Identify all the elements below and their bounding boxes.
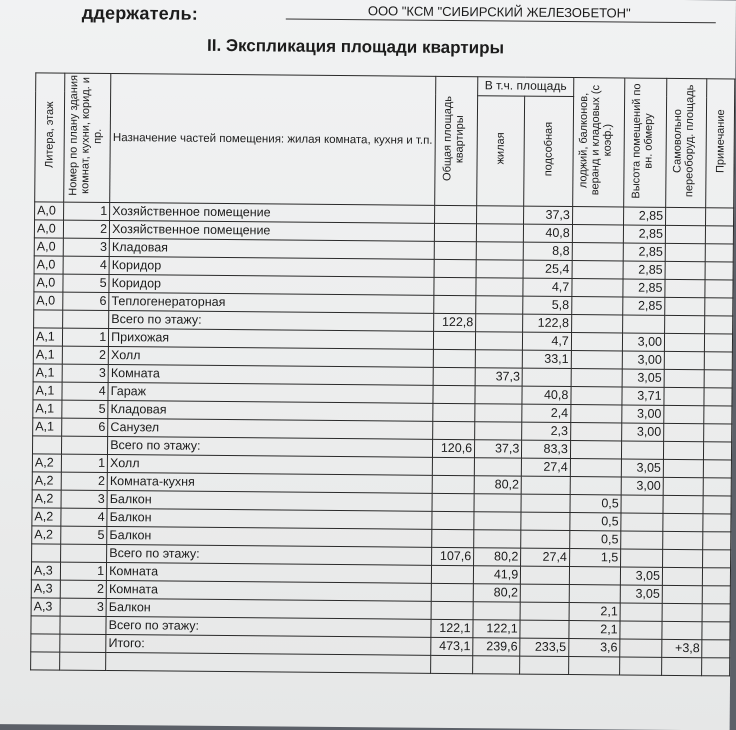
cell-loggia-area bbox=[569, 585, 621, 603]
column-header-loggias: лоджий, балконов, веранд и кладовых (с коэф.) bbox=[572, 78, 625, 207]
cell-total-area bbox=[433, 367, 475, 385]
cell-room-name: Балкон bbox=[107, 508, 432, 529]
cell-note bbox=[704, 460, 732, 478]
cell-room-number: 6 bbox=[63, 292, 109, 310]
cell-litera: А,2 bbox=[32, 454, 61, 472]
cell-litera: А,0 bbox=[34, 220, 63, 238]
cell-auxiliary-area bbox=[520, 584, 569, 602]
cell-living-area bbox=[476, 242, 523, 260]
cell-living-area bbox=[476, 314, 523, 332]
cell-self-built bbox=[665, 279, 706, 297]
cell-note bbox=[703, 532, 731, 550]
cell-note bbox=[705, 316, 733, 334]
cell-loggia-area bbox=[572, 243, 624, 261]
cell-room-number: 4 bbox=[63, 256, 109, 274]
cell-auxiliary-area: 233,5 bbox=[520, 638, 569, 656]
cell-litera bbox=[34, 310, 63, 328]
cell-living-area bbox=[474, 530, 521, 548]
column-header-living: жилая bbox=[477, 96, 525, 207]
cell-self-built bbox=[662, 657, 703, 675]
cell-room-name: Коридор bbox=[109, 274, 434, 295]
cell-living-area bbox=[476, 260, 523, 278]
cell-auxiliary-area bbox=[520, 656, 569, 674]
cell-loggia-area bbox=[571, 315, 623, 333]
cell-room-name: Итого: bbox=[106, 634, 431, 655]
column-header-auxiliary: подсобная bbox=[524, 96, 574, 207]
cell-self-built bbox=[665, 225, 706, 243]
cell-height bbox=[620, 621, 662, 639]
cell-self-built bbox=[664, 351, 705, 369]
cell-loggia-area bbox=[572, 225, 624, 243]
cell-room-number: 1 bbox=[61, 454, 107, 472]
cell-living-area: 80,2 bbox=[474, 548, 521, 566]
cell-note bbox=[705, 280, 733, 298]
cell-auxiliary-area: 2,3 bbox=[522, 422, 571, 440]
cell-auxiliary-area bbox=[520, 620, 569, 638]
cell-total-area bbox=[432, 421, 474, 439]
cell-living-area bbox=[476, 296, 523, 314]
cell-room-name: Кладовая bbox=[109, 239, 434, 260]
cell-litera: А,1 bbox=[33, 382, 62, 400]
cell-room-number: 2 bbox=[62, 346, 108, 364]
cell-self-built bbox=[663, 495, 704, 513]
cell-loggia-area: 3,6 bbox=[569, 639, 621, 657]
cell-litera: А,3 bbox=[31, 580, 60, 598]
cell-room-number bbox=[60, 544, 106, 562]
cell-loggia-area: 0,5 bbox=[569, 531, 621, 549]
cell-total-area bbox=[432, 511, 474, 529]
cell-self-built bbox=[663, 549, 704, 567]
cell-height bbox=[621, 549, 663, 567]
cell-auxiliary-area bbox=[521, 530, 570, 548]
cell-note bbox=[705, 334, 733, 352]
cell-litera: А,2 bbox=[32, 490, 61, 508]
cell-height: 2,85 bbox=[624, 207, 666, 225]
cell-room-number: 5 bbox=[63, 274, 109, 292]
cell-height: 3,00 bbox=[622, 351, 664, 369]
cell-loggia-area: 1,5 bbox=[569, 549, 621, 567]
cell-height: 3,71 bbox=[622, 387, 664, 405]
cell-note bbox=[702, 640, 730, 658]
cell-room-number bbox=[61, 436, 107, 454]
cell-height: 2,85 bbox=[623, 261, 665, 279]
cell-loggia-area bbox=[568, 657, 620, 675]
cell-note bbox=[703, 568, 731, 586]
cell-room-number: 5 bbox=[61, 526, 107, 544]
cell-litera: А,0 bbox=[34, 238, 63, 256]
cell-self-built bbox=[665, 261, 706, 279]
cell-auxiliary-area: 40,8 bbox=[522, 386, 571, 404]
cell-auxiliary-area bbox=[521, 494, 570, 512]
cell-total-area bbox=[432, 493, 474, 511]
document-title: II. Экспликация площади квартиры bbox=[206, 35, 505, 58]
cell-note bbox=[703, 496, 731, 514]
cell-self-built bbox=[665, 243, 706, 261]
cell-self-built bbox=[662, 567, 703, 585]
cell-auxiliary-area: 4,7 bbox=[523, 278, 572, 296]
cell-litera: А,0 bbox=[34, 274, 63, 292]
cell-room-name: Хозяйственное помещение bbox=[110, 203, 435, 224]
cell-room-name: Всего по этажу: bbox=[106, 616, 431, 637]
cell-note bbox=[705, 298, 733, 316]
cell-note bbox=[704, 406, 732, 424]
cell-self-built bbox=[662, 603, 703, 621]
cell-room-name: Коридор bbox=[109, 256, 434, 277]
cell-height bbox=[620, 603, 662, 621]
cell-auxiliary-area: 40,8 bbox=[524, 224, 573, 242]
cell-height bbox=[620, 657, 662, 675]
cell-total-area bbox=[431, 601, 473, 619]
cell-litera: А,2 bbox=[32, 526, 61, 544]
cell-note bbox=[704, 388, 732, 406]
cell-note bbox=[704, 442, 732, 460]
cell-note bbox=[705, 262, 733, 280]
cell-note bbox=[705, 370, 733, 388]
cell-litera: А,0 bbox=[34, 292, 63, 310]
cell-living-area bbox=[475, 422, 522, 440]
column-header-litera: Литера, этаж bbox=[35, 73, 65, 202]
cell-litera bbox=[31, 616, 60, 634]
cell-self-built bbox=[664, 369, 705, 387]
cell-total-area bbox=[434, 223, 476, 241]
cell-loggia-area bbox=[571, 369, 623, 387]
column-header-total-area: Общая площадь квартиры bbox=[434, 76, 477, 205]
cell-room-number: 6 bbox=[62, 418, 108, 436]
cell-self-built bbox=[662, 585, 703, 603]
cell-loggia-area bbox=[570, 459, 622, 477]
cell-self-built bbox=[664, 387, 705, 405]
cell-room-number: 5 bbox=[62, 400, 108, 418]
cell-total-area bbox=[434, 205, 476, 223]
cell-auxiliary-area: 25,4 bbox=[523, 260, 572, 278]
cell-room-name: Холл bbox=[108, 454, 433, 475]
cell-room-name bbox=[106, 652, 431, 673]
cell-total-area: 107,6 bbox=[431, 547, 473, 565]
cell-litera: А,1 bbox=[33, 364, 62, 382]
cell-room-number: 1 bbox=[63, 202, 109, 220]
cell-room-number: 1 bbox=[62, 328, 108, 346]
cell-note bbox=[704, 478, 732, 496]
cell-room-name: Всего по этажу: bbox=[108, 436, 433, 457]
cell-living-area bbox=[474, 494, 521, 512]
cell-living-area bbox=[476, 224, 523, 242]
cell-self-built bbox=[665, 315, 706, 333]
cell-self-built: +3,8 bbox=[662, 639, 703, 657]
cell-room-name: Комната-кухня bbox=[107, 472, 432, 493]
cell-litera: А,3 bbox=[31, 598, 60, 616]
cell-room-number: 2 bbox=[63, 220, 109, 238]
cell-loggia-area: 0,5 bbox=[570, 495, 622, 513]
cell-height: 2,85 bbox=[624, 225, 666, 243]
cell-height: 3,00 bbox=[622, 423, 664, 441]
cell-living-area bbox=[473, 602, 520, 620]
cell-room-name: Всего по этажу: bbox=[107, 544, 432, 565]
cell-room-name: Всего по этажу: bbox=[109, 310, 434, 331]
cell-height: 3,05 bbox=[622, 459, 664, 477]
column-header-room-number: Номер по плану здания комнат, кухни, корид. и пр. bbox=[64, 73, 111, 202]
cell-total-area: 122,1 bbox=[431, 619, 473, 637]
cell-loggia-area bbox=[571, 351, 623, 369]
cell-room-number: 4 bbox=[62, 382, 108, 400]
cell-room-number bbox=[63, 310, 109, 328]
cell-note bbox=[706, 208, 734, 226]
cell-litera: А,1 bbox=[33, 418, 62, 436]
cell-room-name: Хозяйственное помещение bbox=[110, 221, 435, 242]
cell-living-area bbox=[475, 350, 522, 368]
cell-room-number bbox=[60, 652, 106, 670]
cell-living-area: 80,2 bbox=[473, 584, 520, 602]
cell-auxiliary-area: 4,7 bbox=[523, 332, 572, 350]
cell-height: 3,00 bbox=[622, 405, 664, 423]
cell-note bbox=[705, 352, 733, 370]
cell-room-name: Балкон bbox=[106, 598, 431, 619]
cell-auxiliary-area: 37,3 bbox=[524, 206, 573, 224]
cell-loggia-area bbox=[572, 297, 624, 315]
cell-note bbox=[702, 604, 730, 622]
cell-total-area bbox=[433, 349, 475, 367]
column-header-purpose: Назначение частей помещения: жилая комната, кухня и т.п. bbox=[110, 74, 436, 206]
cell-room-number: 1 bbox=[60, 562, 106, 580]
cell-auxiliary-area bbox=[520, 602, 569, 620]
explication-table bbox=[30, 72, 735, 676]
cell-loggia-area: 0,5 bbox=[570, 513, 622, 531]
column-header-height: Высота помещений по вн. обмеру bbox=[624, 78, 667, 207]
cell-total-area bbox=[434, 277, 476, 295]
cell-note bbox=[706, 244, 734, 262]
cell-height bbox=[621, 495, 663, 513]
column-header-incl-group: В т.ч. площадь bbox=[478, 77, 574, 97]
cell-loggia-area bbox=[571, 405, 623, 423]
cell-height: 3,05 bbox=[620, 585, 662, 603]
cell-self-built bbox=[666, 207, 707, 225]
cell-self-built bbox=[664, 423, 705, 441]
cell-litera bbox=[32, 544, 61, 562]
cell-living-area bbox=[477, 206, 524, 224]
cell-height bbox=[623, 315, 665, 333]
cell-living-area bbox=[474, 458, 521, 476]
cell-room-name: Теплогенераторная bbox=[109, 292, 434, 313]
cell-total-area bbox=[434, 259, 476, 277]
column-header-note: Примечание bbox=[706, 79, 735, 208]
cell-litera: А,2 bbox=[32, 472, 61, 490]
cell-self-built bbox=[663, 531, 704, 549]
cell-auxiliary-area bbox=[522, 368, 571, 386]
cell-height: 2,85 bbox=[623, 243, 665, 261]
cell-litera bbox=[31, 652, 60, 670]
cell-auxiliary-area: 8,8 bbox=[523, 242, 572, 260]
cell-total-area bbox=[433, 385, 475, 403]
cell-auxiliary-area bbox=[521, 566, 570, 584]
cell-height: 2,85 bbox=[623, 297, 665, 315]
cell-room-number bbox=[60, 616, 106, 634]
cell-living-area: 41,9 bbox=[473, 566, 520, 584]
cell-note bbox=[706, 226, 734, 244]
table-body bbox=[31, 202, 734, 676]
cell-room-number: 3 bbox=[63, 238, 109, 256]
cell-loggia-area bbox=[572, 261, 624, 279]
cell-room-number: 3 bbox=[61, 490, 107, 508]
cell-room-name: Холл bbox=[108, 346, 433, 367]
cell-loggia-area: 2,1 bbox=[569, 603, 621, 621]
cell-auxiliary-area: 5,8 bbox=[523, 296, 572, 314]
cell-total-area bbox=[432, 457, 474, 475]
cell-total-area bbox=[433, 331, 475, 349]
cell-litera: А,2 bbox=[32, 508, 61, 526]
cell-self-built bbox=[663, 459, 704, 477]
cell-height: 3,05 bbox=[622, 369, 664, 387]
cell-room-name: Комната bbox=[108, 364, 433, 385]
cell-room-name: Комната bbox=[106, 580, 431, 601]
cell-note bbox=[703, 550, 731, 568]
cell-note bbox=[703, 586, 731, 604]
cell-loggia-area bbox=[571, 387, 623, 405]
cell-living-area bbox=[476, 332, 523, 350]
cell-total-area bbox=[431, 565, 473, 583]
cell-loggia-area bbox=[569, 567, 621, 585]
cell-total-area bbox=[431, 583, 473, 601]
cell-litera bbox=[31, 634, 60, 652]
cell-litera: А,0 bbox=[34, 256, 63, 274]
owner-label: ддержатель: bbox=[81, 2, 199, 24]
cell-auxiliary-area: 83,3 bbox=[522, 440, 571, 458]
cell-litera: А,1 bbox=[33, 346, 62, 364]
cell-room-number bbox=[60, 634, 106, 652]
cell-height: 3,00 bbox=[623, 333, 665, 351]
cell-height bbox=[621, 513, 663, 531]
cell-room-name: Балкон bbox=[107, 526, 432, 547]
cell-auxiliary-area: 122,8 bbox=[523, 314, 572, 332]
cell-room-name: Комната bbox=[107, 562, 432, 583]
cell-loggia-area bbox=[570, 423, 622, 441]
cell-total-area bbox=[434, 295, 476, 313]
cell-self-built bbox=[662, 621, 703, 639]
cell-total-area bbox=[432, 475, 474, 493]
cell-total-area: 473,1 bbox=[431, 637, 473, 655]
cell-living-area: 122,1 bbox=[473, 620, 520, 638]
cell-litera: А,0 bbox=[35, 202, 64, 220]
cell-note bbox=[702, 658, 730, 676]
cell-self-built bbox=[664, 405, 705, 423]
cell-total-area bbox=[430, 655, 472, 673]
cell-total-area bbox=[434, 241, 476, 259]
owner-value: ООО "КСМ "СИБИРСКИЙ ЖЕЛЕЗОБЕТОН" bbox=[367, 3, 631, 21]
cell-total-area bbox=[433, 403, 475, 421]
cell-loggia-area bbox=[572, 207, 624, 225]
cell-total-area: 120,6 bbox=[432, 439, 474, 457]
cell-room-number: 2 bbox=[60, 580, 106, 598]
cell-auxiliary-area bbox=[521, 512, 570, 530]
cell-loggia-area: 2,1 bbox=[569, 621, 621, 639]
cell-height bbox=[621, 531, 663, 549]
cell-note bbox=[702, 622, 730, 640]
cell-litera: А,1 bbox=[33, 400, 62, 418]
cell-auxiliary-area: 27,4 bbox=[521, 548, 570, 566]
cell-living-area bbox=[475, 386, 522, 404]
cell-living-area bbox=[473, 656, 520, 674]
cell-auxiliary-area: 27,4 bbox=[522, 458, 571, 476]
cell-living-area bbox=[476, 278, 523, 296]
cell-total-area bbox=[431, 529, 473, 547]
cell-room-number: 4 bbox=[61, 508, 107, 526]
cell-auxiliary-area: 33,1 bbox=[523, 350, 572, 368]
cell-auxiliary-area: 2,4 bbox=[522, 404, 571, 422]
cell-self-built bbox=[665, 297, 706, 315]
cell-self-built bbox=[664, 333, 705, 351]
cell-room-number: 3 bbox=[60, 598, 106, 616]
cell-room-number: 2 bbox=[61, 472, 107, 490]
cell-height bbox=[622, 441, 664, 459]
cell-self-built bbox=[663, 513, 704, 531]
cell-loggia-area bbox=[571, 333, 623, 351]
cell-living-area: 239,6 bbox=[473, 638, 520, 656]
cell-height bbox=[620, 639, 662, 657]
cell-height: 3,00 bbox=[621, 477, 663, 495]
column-header-self-built: Самовольно переоборуд. площадь bbox=[666, 78, 707, 207]
cell-room-number: 3 bbox=[62, 364, 108, 382]
cell-living-area: 37,3 bbox=[475, 368, 522, 386]
cell-living-area: 80,2 bbox=[474, 476, 521, 494]
cell-loggia-area bbox=[570, 441, 622, 459]
cell-room-name: Балкон bbox=[107, 490, 432, 511]
cell-living-area bbox=[474, 512, 521, 530]
cell-living-area: 37,3 bbox=[475, 440, 522, 458]
cell-litera bbox=[32, 436, 61, 454]
cell-litera: А,1 bbox=[33, 328, 62, 346]
cell-room-name: Кладовая bbox=[108, 400, 433, 421]
cell-self-built bbox=[663, 477, 704, 495]
cell-height: 2,85 bbox=[623, 279, 665, 297]
cell-room-name: Прихожая bbox=[109, 328, 434, 349]
cell-living-area bbox=[475, 404, 522, 422]
cell-loggia-area bbox=[570, 477, 622, 495]
cell-note bbox=[704, 424, 732, 442]
cell-self-built bbox=[664, 441, 705, 459]
cell-height: 3,05 bbox=[621, 567, 663, 585]
cell-total-area: 122,8 bbox=[433, 313, 475, 331]
cell-room-name: Гараж bbox=[108, 382, 433, 403]
cell-loggia-area bbox=[572, 279, 624, 297]
cell-litera: А,3 bbox=[31, 562, 60, 580]
cell-note bbox=[703, 514, 731, 532]
cell-room-name: Санузел bbox=[108, 418, 433, 439]
cell-auxiliary-area bbox=[521, 476, 570, 494]
